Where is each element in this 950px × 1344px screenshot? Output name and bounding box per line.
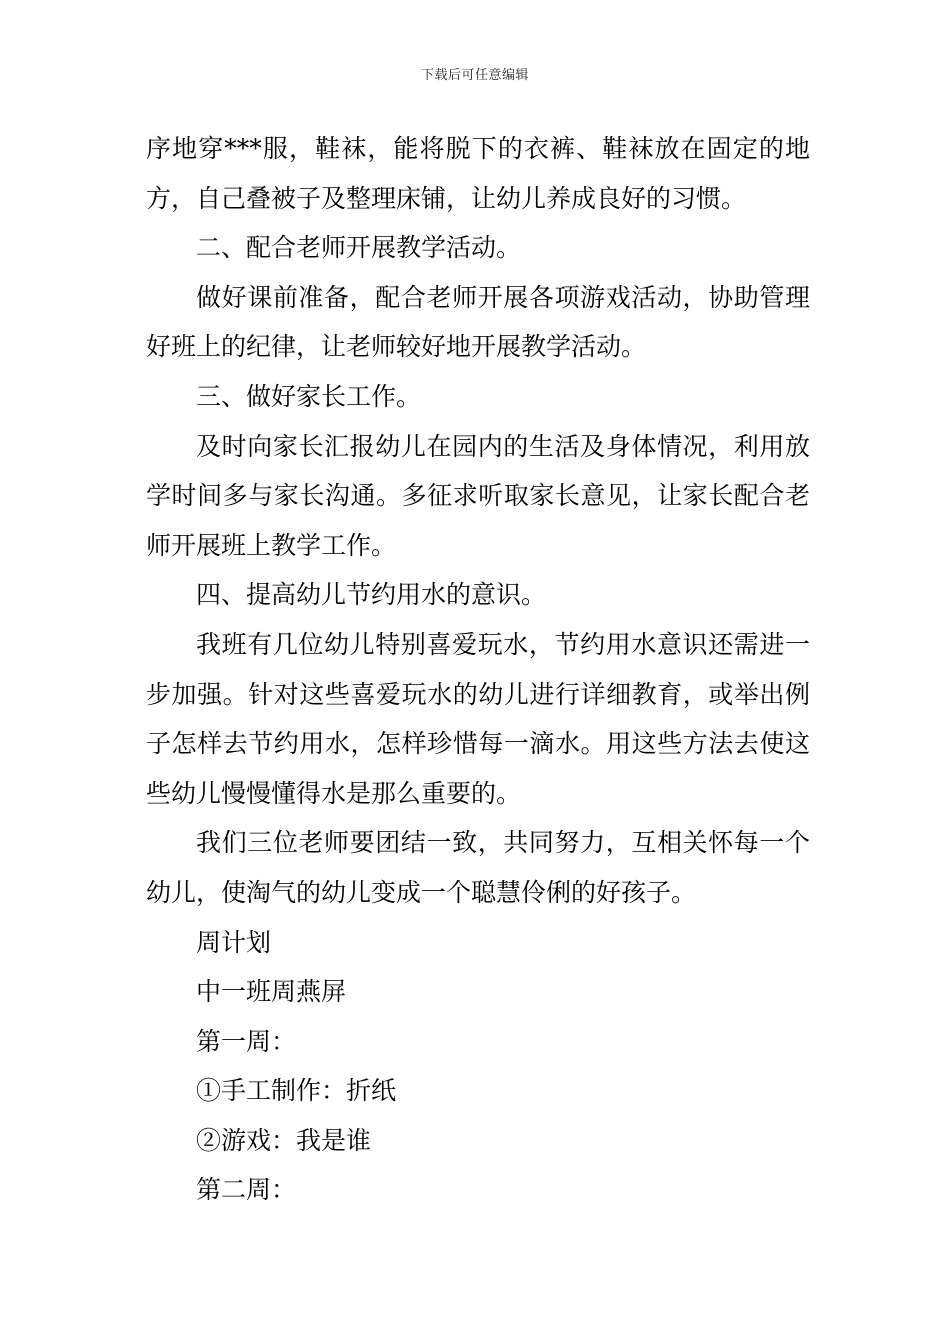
week-2-heading: 第二周： [196,1175,297,1205]
paragraph-teachers: 我们三位老师要团结一致，共同努力，互相关怀每一个幼儿，使淘气的幼儿变成一个聪慧伶俐的好孩子。 [146,828,810,907]
week-1-item: ②游戏：我是谁 [196,1125,372,1155]
week-1-heading: 第一周： [196,1026,297,1056]
document-body [146,124,810,1215]
paragraph-teaching: 做好课前准备，配合老师开展各项游戏活动，协助管理好班上的纪律，让老师较好地开展教学活动。 [146,282,810,362]
paragraph-parents: 及时向家长汇报幼儿在园内的生活及身体情况，利用放学时间多与家长沟通。多征求听取家长意见，让家长配合老师开展班上教学工作。 [146,431,810,560]
section-heading-2: 二、配合老师开展教学活动。 [196,233,522,263]
section-heading-3: 三、做好家长工作。 [196,381,422,411]
paragraph-continued: 序地穿***服，鞋袜，能将脱下的衣裤、鞋袜放在固定的地方，自己叠被子及整理床铺，让幼儿养成良好的习惯。 [146,134,810,213]
class-teacher-name: 中一班周燕屏 [196,977,347,1007]
page-header: 下载后可任意编辑 [420,68,529,83]
section-heading-4: 四、提高幼儿节约用水的意识。 [196,580,547,610]
weekly-plan-title: 周计划 [196,927,272,957]
paragraph-water: 我班有几位幼儿特别喜爱玩水，节约用水意识还需进一步加强。针对这些喜爱玩水的幼儿进行详细教育，或举出例子怎样去节约用水，怎样珍惜每一滴水。用这些方法去使这些幼儿慢慢懂得水是那么重要的。 [146,629,810,808]
week-1-item: ①手工制作：折纸 [196,1076,397,1106]
